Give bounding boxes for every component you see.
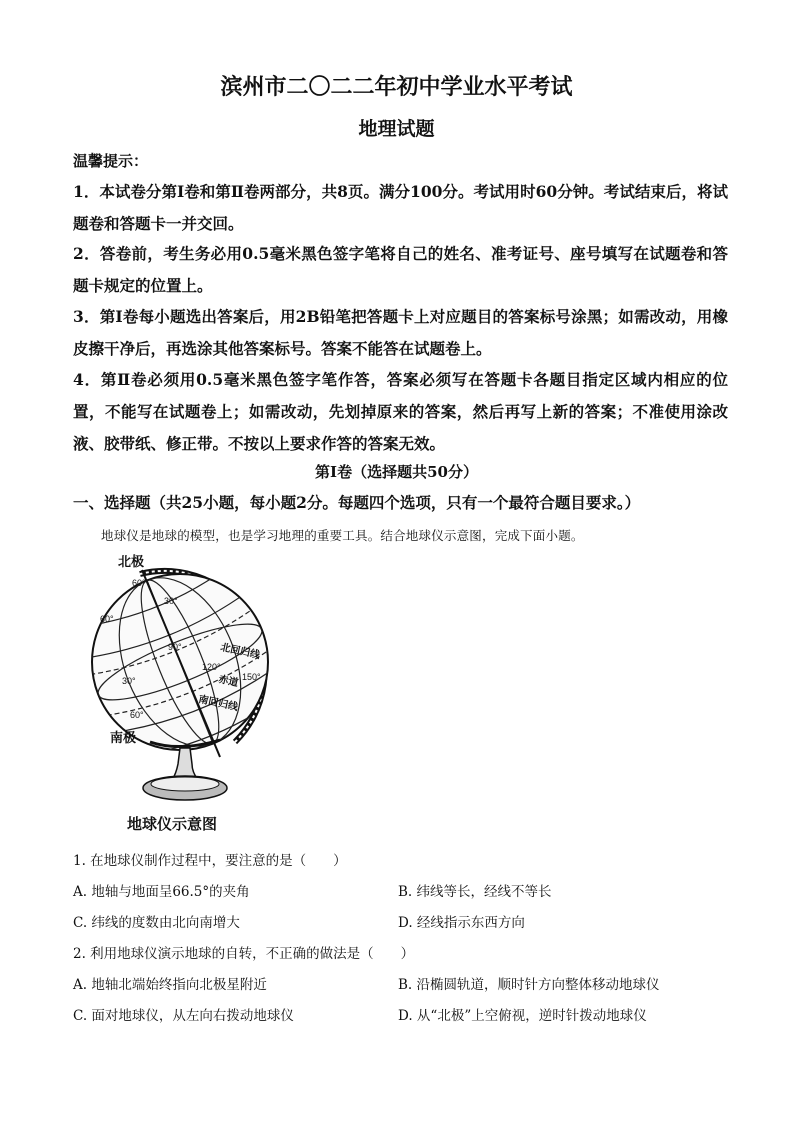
notice-item-2: 2．答卷前，考生务必用0.5毫米黑色签字笔将自己的姓名、准考证号、座号填写在试题卷和答题卡规定的位置上。 <box>73 244 728 295</box>
q2-option-b: B. 沿椭圆轨道，顺时针方向整体移动地球仪 <box>398 977 660 993</box>
globe-stand <box>172 748 198 780</box>
question-1-stem: 1. 在地球仪制作过程中，要注意的是（ ） <box>73 853 347 869</box>
section-title: 第Ⅰ卷（选择题共50分） <box>315 463 478 481</box>
notice-item-1: 1．本试卷分第Ⅰ卷和第Ⅱ卷两部分，共8页。满分100分。考试用时60分钟。考试结束后，将试题卷和答题卡一并交回。 <box>73 182 728 233</box>
north-pole-label: 北极 <box>118 554 145 569</box>
globe-figure <box>80 552 320 842</box>
question-intro: 地球仪是地球的模型，也是学习地理的重要工具。结合地球仪示意图，完成下面小题。 <box>101 528 584 543</box>
lon120-label: 120° <box>202 662 221 672</box>
part-heading: 一、选择题（共25小题，每小题2分。每题四个选项，只有一个最符合题目要求。） <box>73 493 641 512</box>
tropic-capricorn-label: 南回归线 <box>197 694 239 714</box>
exam-title: 滨州市二〇二二年初中学业水平考试 <box>220 74 573 100</box>
lon90-label: 90° <box>168 642 182 652</box>
q2-option-a: A. 地轴北端始终指向北极星附近 <box>73 977 267 993</box>
tropic-cancer-label: 北回归线 <box>219 642 261 662</box>
lat60s-label: 60° <box>130 710 144 720</box>
lat60n-label: 60° <box>132 578 146 588</box>
lon150-label: 150° <box>242 672 261 682</box>
south-pole-label: 南极 <box>110 730 137 745</box>
notice-heading: 温馨提示： <box>73 152 149 170</box>
exam-subtitle: 地理试题 <box>358 118 435 140</box>
figure-caption: 地球仪示意图 <box>127 815 218 833</box>
q2-option-c: C. 面对地球仪，从左向右拨动地球仪 <box>73 1008 294 1024</box>
q1-option-c: C. 纬线的度数由北向南增大 <box>73 915 240 931</box>
q1-option-b: B. 纬线等长，经线不等长 <box>398 884 552 900</box>
q1-option-a: A. 地轴与地面呈66.5°的夹角 <box>73 884 250 900</box>
notice-item-4: 4．第Ⅱ卷必须用0.5毫米黑色签字笔作答，答案必须写在答题卡各题目指定区域内相应的位置，不能写在试题卷上；如需改动，先划掉原来的答案，然后再写上新的答案；不准使用涂改液、胶带纸、修正带。不按以上要求作答的答案无效。 <box>73 370 728 453</box>
equator-label: 赤道 <box>217 674 240 690</box>
question-2-stem: 2. 利用地球仪演示地球的自转，不正确的做法是（ ） <box>73 946 415 962</box>
notice-item-3: 3．第Ⅰ卷每小题选出答案后，用2B铅笔把答题卡上对应题目的答案标号涂黑；如需改动，用橡皮擦干净后，再选涂其他答案标号。答案不能答在试题卷上。 <box>73 307 728 358</box>
lon60-label: 60° <box>100 614 114 624</box>
q1-option-d: D. 经线指示东西方向 <box>398 915 525 931</box>
lat30n-label: 30° <box>164 596 178 606</box>
q2-option-d: D. 从“北极”上空俯视，逆时针拨动地球仪 <box>398 1008 647 1024</box>
lat30s-label: 30° <box>122 676 136 686</box>
globe-illustration <box>80 552 320 842</box>
